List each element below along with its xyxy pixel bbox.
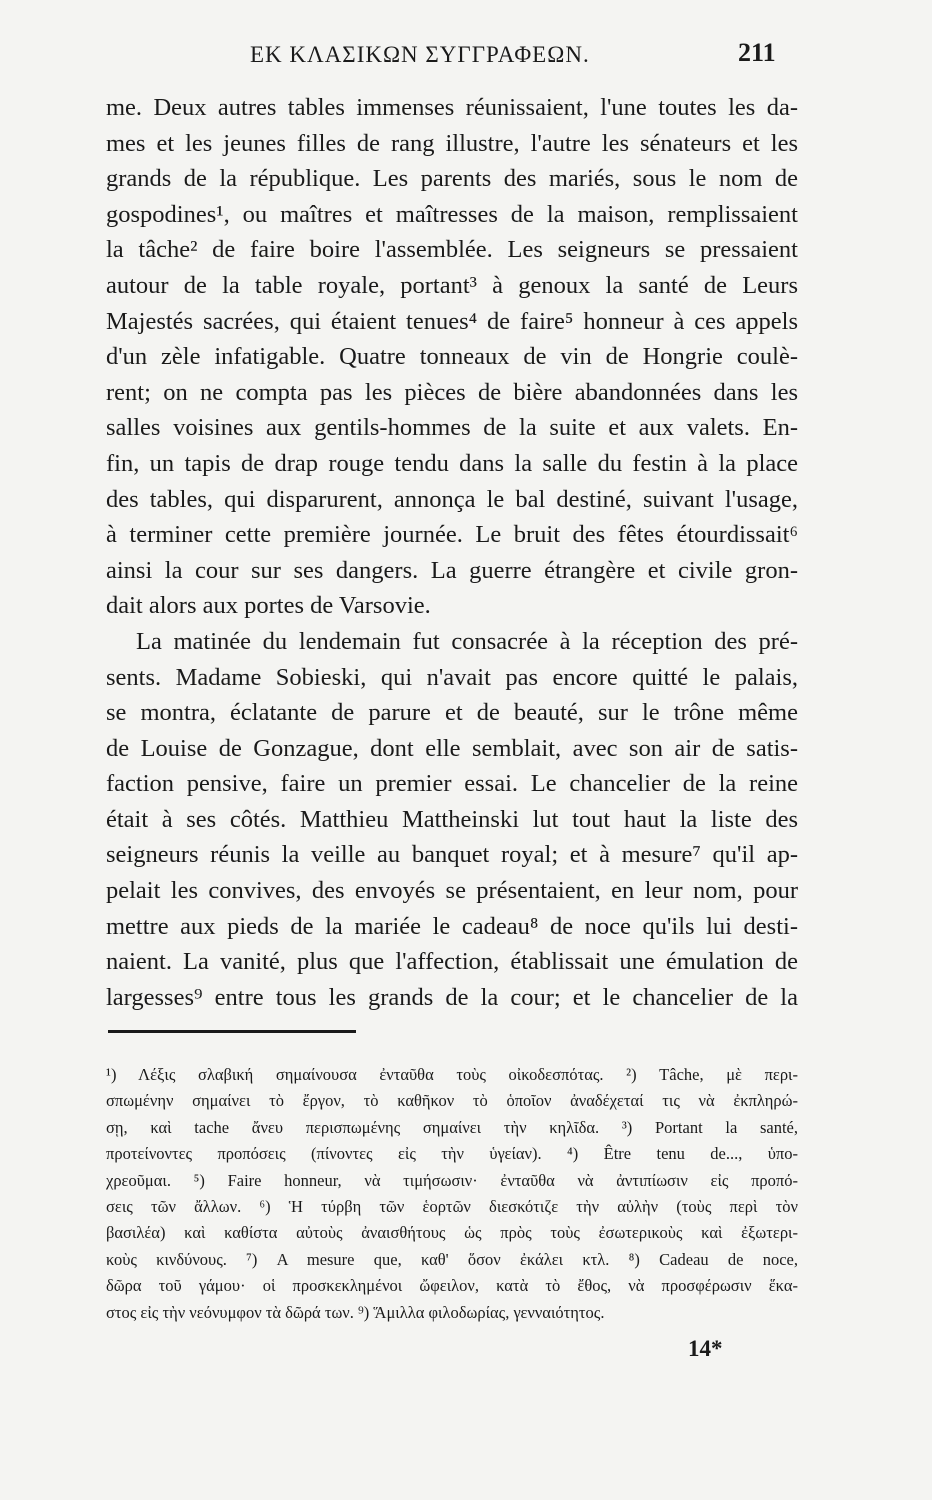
text-line: grands de la république. Les parents des mariés, sous le nom de: [106, 165, 798, 193]
footnote-line: σεις τῶν ἄλλων. ⁶) Ἡ τύρβη τῶν ἑορτῶν διεσκότιζε τὴν αὐλὴν (τοὺς περὶ τὸν: [106, 1196, 798, 1216]
paragraph-start-line: La matinée du lendemain fut consacrée à la réception des pré-: [136, 627, 798, 655]
text-line: des tables, qui disparurent, annonça le bal destiné, suivant l'usage,: [106, 485, 798, 513]
paragraph-end-line: dait alors aux portes de Varsovie.: [106, 592, 431, 620]
text-line: se montra, éclatante de parure et de beauté, sur le trône même: [106, 699, 798, 727]
footnote-line: σῃ, καὶ tache ἄνευ περισπωμένης σημαίνει τὴν κηλῖδα. ³) Portant la santé,: [106, 1117, 798, 1137]
footnote-separator: [108, 1030, 356, 1033]
text-line: pelait les convives, des envoyés se présentaient, en leur nom, pour: [106, 877, 798, 905]
text-line: me. Deux autres tables immenses réunissaient, l'une toutes les da-: [106, 94, 798, 121]
text-line: d'un zèle infatigable. Quatre tonneaux de vin de Hongrie coulè-: [106, 343, 798, 371]
text-line: Majestés sacrées, qui étaient tenues⁴ de faire⁵ honneur à ces appels: [106, 307, 798, 335]
footnote-line: χρεοῦμαι. ⁵) Faire honneur, νὰ τιμήσωσιν· ἐνταῦθα νὰ ἀντιπίωσιν εἰς προπό-: [106, 1170, 798, 1190]
text-line: rent; on ne compta pas les pièces de bière abandonnées dans les: [106, 378, 798, 406]
signature-mark: 14*: [688, 1336, 723, 1361]
text-line: était à ses côtés. Matthieu Mattheinski lut tout haut la liste des: [106, 805, 798, 833]
footnote-line: προτείνοντες προπόσεις (πίνοντες εἰς τὴν ὑγείαν). ⁴) Être tenu de..., ὑπο-: [106, 1144, 798, 1164]
footnote-line: δῶρα τοῦ γάμου· οἱ προσκεκλημένοι ὤφειλον, κατὰ τὸ ἔθος, νὰ προσφέρωσιν ἕκα-: [106, 1276, 798, 1296]
text-line: seigneurs réunis la veille au banquet royal; et à mesure⁷ qu'il ap-: [106, 841, 798, 869]
footnote-line: σπωμένην σημαίνει τὸ ἔργον, τὸ καθῆκον τὸ ὁποῖον ἀναδέχεταί τις νὰ ἐκπληρώ-: [106, 1091, 798, 1111]
text-line: gospodines¹, ou maîtres et maîtresses de la maison, remplissaient: [106, 200, 798, 228]
text-line: de Louise de Gonzague, dont elle semblait, avec son air de satis-: [106, 734, 798, 762]
text-line: naient. La vanité, plus que l'affection, établissait une émulation de: [106, 948, 798, 976]
running-title: ΕΚ ΚΛΑΣΙΚΩΝ ΣΥΓΓΡΑΦΕΩΝ.: [250, 42, 590, 67]
page-number: 211: [738, 38, 776, 67]
main-text: [106, 90, 798, 1015]
footnote-line: ¹) Λέξις σλαβική σημαίνουσα ἐνταῦθα τοὺς οἰκοδεσπότας. ²) Tâche, μὲ περι-: [106, 1065, 798, 1084]
text-line: mettre aux pieds de la mariée le cadeau⁸ de noce qu'ils lui desti-: [106, 912, 798, 940]
footnote-line: κοὺς κινδύνους. ⁷) A mesure que, καθ' ὅσον ἐκάλει κτλ. ⁸) Cadeau de noce,: [106, 1249, 798, 1269]
text-line: autour de la table royale, portant³ à genoux la santé de Leurs: [106, 271, 798, 299]
text-line: salles voisines aux gentils-hommes de la suite et aux valets. En-: [106, 414, 798, 442]
text-line: fin, un tapis de drap rouge tendu dans la salle du festin à la place: [106, 449, 798, 477]
running-header: [0, 34, 932, 74]
text-line: largesses⁹ entre tous les grands de la cour; et le chancelier de la: [106, 983, 798, 1011]
text-line: ainsi la cour sur ses dangers. La guerre étrangère et civile gron-: [106, 556, 798, 584]
text-line: faction pensive, faire un premier essai. Le chancelier de la reine: [106, 770, 798, 798]
text-line: mes et les jeunes filles de rang illustre, l'autre les sénateurs et les: [106, 129, 798, 157]
text-line: à terminer cette première journée. Le bruit des fêtes étourdissait⁶: [106, 521, 798, 549]
footnotes: [106, 1062, 798, 1326]
footnote-line: στος εἰς τὴν νεόνυμφον τὰ δῶρά των. ⁹) Ἅμιλλα φιλοδωρίας, γενναιότητος.: [106, 1302, 605, 1322]
text-line: sents. Madame Sobieski, qui n'avait pas encore quitté le palais,: [106, 663, 798, 691]
text-line: la tâche² de faire boire l'assemblée. Les seigneurs se pressaient: [106, 236, 798, 264]
footnote-line: βασιλέα) καὶ καθίστα αὐτοὺς ἀναισθήτους ὡς πρὸς τοὺς ἐσωτερικοὺς καὶ ἐξωτερι-: [106, 1223, 798, 1243]
